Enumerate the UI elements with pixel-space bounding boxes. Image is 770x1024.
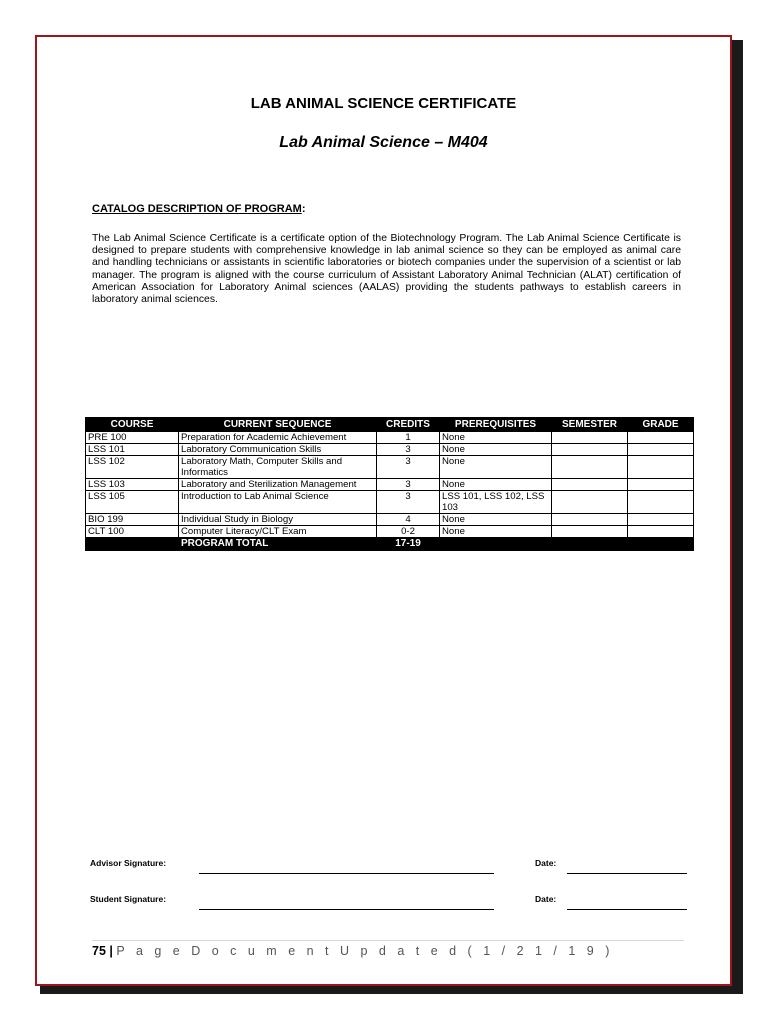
course-prereq: None xyxy=(440,479,552,491)
document-page xyxy=(35,35,732,986)
program-total-row xyxy=(86,538,694,551)
course-credits: 3 xyxy=(377,479,440,491)
student-signature-line[interactable] xyxy=(199,909,494,910)
course-code: LSS 101 xyxy=(86,444,179,456)
course-title: Introduction to Lab Animal Science xyxy=(179,491,377,514)
course-semester[interactable] xyxy=(552,526,628,538)
column-header: PREREQUISITES xyxy=(440,418,552,432)
student-date-line[interactable] xyxy=(567,909,687,910)
course-title: Laboratory and Sterilization Management xyxy=(179,479,377,491)
course-title: Individual Study in Biology xyxy=(179,514,377,526)
catalog-heading-text: CATALOG DESCRIPTION OF PROGRAM xyxy=(92,203,302,215)
program-description: The Lab Animal Science Certificate is a certificate option of the Biotechnology Program. The Lab Animal Science Certificate is designed to prepare students with comprehensive knowledge in lab animal science so they can be employed as animal care and handling technicians or assistants in scientific laboratories or biotech companies under the supervision of a scientist or lab manager. The program is aligned with the course curriculum of Assistant Laboratory Animal Technician (ALAT) certification of American Association for Laboratory Animal sciences (AALAS) providing the students pathways to establish careers in laboratory animal sciences. xyxy=(92,233,681,306)
column-header: CURRENT SEQUENCE xyxy=(179,418,377,432)
course-grade[interactable] xyxy=(628,432,694,444)
course-credits: 3 xyxy=(377,456,440,479)
footer-separator: | xyxy=(109,944,113,958)
course-credits: 3 xyxy=(377,491,440,514)
course-prereq: None xyxy=(440,526,552,538)
total-spacer xyxy=(440,538,552,551)
total-spacer xyxy=(628,538,694,551)
advisor-date-line[interactable] xyxy=(567,873,687,874)
course-prereq: None xyxy=(440,432,552,444)
student-date-label: Date: xyxy=(535,894,557,904)
course-prereq: None xyxy=(440,444,552,456)
table-row xyxy=(86,432,694,444)
advisor-signature-line[interactable] xyxy=(199,873,494,874)
catalog-heading-colon: : xyxy=(301,203,306,215)
course-semester[interactable] xyxy=(552,491,628,514)
course-prereq: None xyxy=(440,456,552,479)
page-number: 75 xyxy=(92,944,106,958)
course-semester[interactable] xyxy=(552,432,628,444)
column-header: CREDITS xyxy=(377,418,440,432)
table-row xyxy=(86,491,694,514)
course-code: LSS 103 xyxy=(86,479,179,491)
total-spacer xyxy=(552,538,628,551)
course-semester[interactable] xyxy=(552,514,628,526)
course-code: CLT 100 xyxy=(86,526,179,538)
course-semester[interactable] xyxy=(552,444,628,456)
course-title: Computer Literacy/CLT Exam xyxy=(179,526,377,538)
table-row xyxy=(86,526,694,538)
course-prereq: None xyxy=(440,514,552,526)
total-spacer xyxy=(86,538,179,551)
table-row xyxy=(86,456,694,479)
advisor-date-label: Date: xyxy=(535,858,557,868)
course-semester[interactable] xyxy=(552,479,628,491)
page-footer xyxy=(92,944,613,958)
column-header: COURSE xyxy=(86,418,179,432)
course-credits: 4 xyxy=(377,514,440,526)
course-credits: 1 xyxy=(377,432,440,444)
advisor-signature-label: Advisor Signature: xyxy=(90,858,167,868)
course-grade[interactable] xyxy=(628,514,694,526)
table-row xyxy=(86,479,694,491)
table-header-row xyxy=(86,418,694,432)
column-header: SEMESTER xyxy=(552,418,628,432)
program-total-label: PROGRAM TOTAL xyxy=(179,538,377,551)
course-code: BIO 199 xyxy=(86,514,179,526)
course-semester[interactable] xyxy=(552,456,628,479)
course-grade[interactable] xyxy=(628,526,694,538)
course-grade[interactable] xyxy=(628,491,694,514)
course-grade[interactable] xyxy=(628,456,694,479)
course-title: Laboratory Math, Computer Skills and Informatics xyxy=(179,456,377,479)
course-title: Preparation for Academic Achievement xyxy=(179,432,377,444)
document-title: LAB ANIMAL SCIENCE CERTIFICATE xyxy=(250,95,517,112)
table-row xyxy=(86,444,694,456)
course-title: Laboratory Communication Skills xyxy=(179,444,377,456)
course-grade[interactable] xyxy=(628,479,694,491)
program-total-credits: 17-19 xyxy=(377,538,440,551)
catalog-heading xyxy=(92,203,305,215)
table-row xyxy=(86,514,694,526)
column-header: GRADE xyxy=(628,418,694,432)
course-code: LSS 102 xyxy=(86,456,179,479)
footer-text: P a g e D o c u m e n t U p d a t e d ( 1 / 2 1 / 1 9 ) xyxy=(116,944,614,958)
course-table xyxy=(85,417,694,551)
course-code: PRE 100 xyxy=(86,432,179,444)
student-signature-label: Student Signature: xyxy=(90,894,167,904)
course-grade[interactable] xyxy=(628,444,694,456)
course-credits: 3 xyxy=(377,444,440,456)
footer-divider xyxy=(92,940,684,941)
course-prereq: LSS 101, LSS 102, LSS 103 xyxy=(440,491,552,514)
course-credits: 0-2 xyxy=(377,526,440,538)
document-subtitle: Lab Animal Science – M404 xyxy=(279,134,488,151)
course-code: LSS 105 xyxy=(86,491,179,514)
